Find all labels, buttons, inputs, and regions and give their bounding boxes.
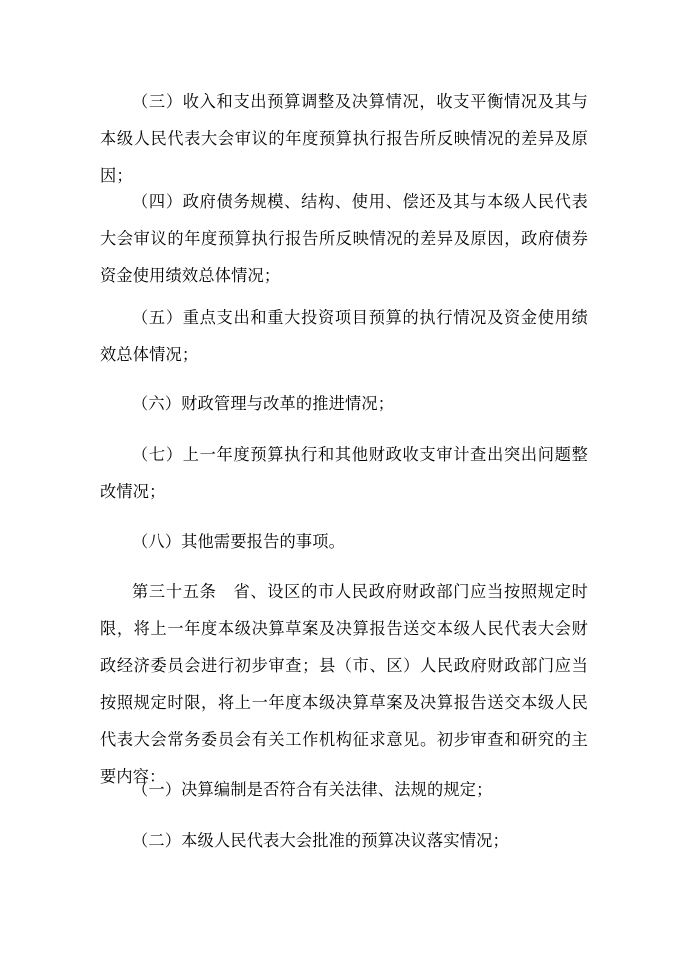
clause-7-paragraph: （七）上一年度预算执行和其他财政收支审计查出突出问题整改情况； [100, 445, 588, 501]
review-item-1-paragraph: （一）决算编制是否符合有关法律、法规的规定； [132, 780, 493, 799]
clause-4-paragraph: （四）政府债务规模、结构、使用、偿还及其与本级人民代表大会审议的年度预算执行报告所反映情况的差异及原因，政府债券资金使用绩效总体情况； [100, 192, 588, 285]
clause-5-paragraph: （五）重点支出和重大投资项目预算的执行情况及资金使用绩效总体情况； [100, 308, 588, 364]
clause-8-paragraph: （八）其他需要报告的事项。 [132, 532, 346, 551]
clause-3-paragraph: （三）收入和支出预算调整及决算情况，收支平衡情况及其与本级人民代表大会审议的年度预算执行报告所反映情况的差异及原因； [100, 92, 588, 185]
clause-6-paragraph: （六）财政管理与改革的推进情况； [132, 394, 395, 413]
article-35-paragraph: 第三十五条 省、设区的市人民政府财政部门应当按照规定时限，将上一年度本级决算草案及决算报告送交本级人民代表大会财政经济委员会进行初步审查；县（市、区）人民政府财政部门应当按照规定时限，将上一年度本级决算草案及决算报告送交本级人民代表大会常务委员会有关工作机构征求意见。初步审查和研究的主要内容： [100, 582, 588, 786]
review-item-2-paragraph: （二）本级人民代表大会批准的预算决议落实情况； [132, 831, 509, 850]
